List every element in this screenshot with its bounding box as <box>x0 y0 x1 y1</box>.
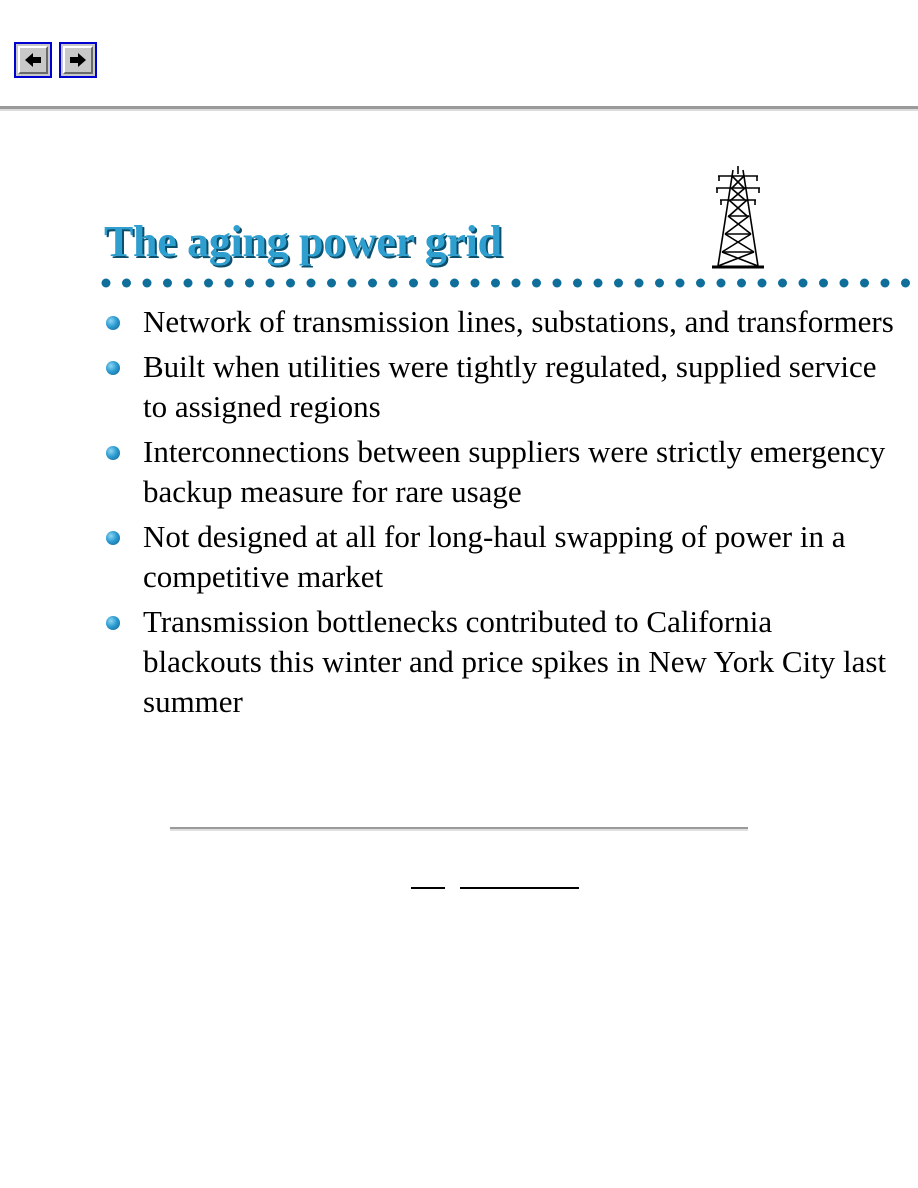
divider-dot <box>737 279 746 288</box>
divider-dot <box>696 279 705 288</box>
right-arrow-icon <box>68 51 88 69</box>
bullet-list <box>106 302 896 727</box>
divider-dot <box>819 279 828 288</box>
divider-dot <box>471 279 480 288</box>
list-item <box>106 517 896 597</box>
bullet-text: Built when utilities were tightly regulated, supplied service to assigned regions <box>143 349 877 424</box>
divider-dot <box>102 279 111 288</box>
divider-dot <box>307 279 316 288</box>
divider-dot <box>901 279 910 288</box>
divider-dot <box>286 279 295 288</box>
divider-dot <box>717 279 726 288</box>
footer-link-index[interactable] <box>411 887 445 889</box>
bullet-text: Not designed at all for long-haul swapping of power in a competitive market <box>143 519 846 594</box>
list-item <box>106 432 896 512</box>
divider-dot <box>348 279 357 288</box>
bullet-text: Network of transmission lines, substations, and transformers <box>143 304 894 339</box>
divider-dot <box>409 279 418 288</box>
divider-dot <box>245 279 254 288</box>
slide-title: The aging power grid <box>104 217 502 266</box>
divider-dot <box>368 279 377 288</box>
divider-dot <box>614 279 623 288</box>
divider-dot <box>655 279 664 288</box>
divider-dot <box>184 279 193 288</box>
divider-dot <box>450 279 459 288</box>
next-slide-button[interactable] <box>59 42 97 78</box>
title-dotted-divider <box>99 276 918 290</box>
list-item <box>106 602 896 722</box>
bullet-icon <box>106 446 120 460</box>
divider-dot <box>491 279 500 288</box>
previous-slide-button[interactable] <box>14 42 52 78</box>
divider-dot <box>163 279 172 288</box>
divider-dot <box>860 279 869 288</box>
divider-dot <box>225 279 234 288</box>
bullet-icon <box>106 361 120 375</box>
divider-dot <box>327 279 336 288</box>
divider-dot <box>840 279 849 288</box>
divider-dot <box>266 279 275 288</box>
divider-dot <box>532 279 541 288</box>
bullet-icon <box>106 616 120 630</box>
bullet-text: Transmission bottlenecks contributed to California blackouts this winter and price spikes in New York City last summer <box>143 604 887 719</box>
list-item <box>106 347 896 427</box>
divider-dot <box>512 279 521 288</box>
bullet-icon <box>106 531 120 545</box>
divider-dot <box>389 279 398 288</box>
divider-dot <box>635 279 644 288</box>
divider-dot <box>204 279 213 288</box>
divider-dot <box>553 279 562 288</box>
bullet-text: Interconnections between suppliers were strictly emergency backup measure for rare usage <box>143 434 886 509</box>
divider-dot <box>143 279 152 288</box>
footer-divider <box>170 827 748 831</box>
divider-dot <box>676 279 685 288</box>
left-arrow-icon <box>23 51 43 69</box>
divider-dot <box>594 279 603 288</box>
divider-dot <box>881 279 890 288</box>
footer-link-contents[interactable] <box>460 887 579 889</box>
header-divider <box>0 106 918 111</box>
list-item <box>106 302 896 342</box>
divider-dot <box>430 279 439 288</box>
divider-dot <box>799 279 808 288</box>
divider-dot <box>573 279 582 288</box>
divider-dot <box>758 279 767 288</box>
divider-dot <box>778 279 787 288</box>
bullet-icon <box>106 316 120 330</box>
divider-dot <box>122 279 131 288</box>
transmission-tower-icon <box>708 164 768 270</box>
